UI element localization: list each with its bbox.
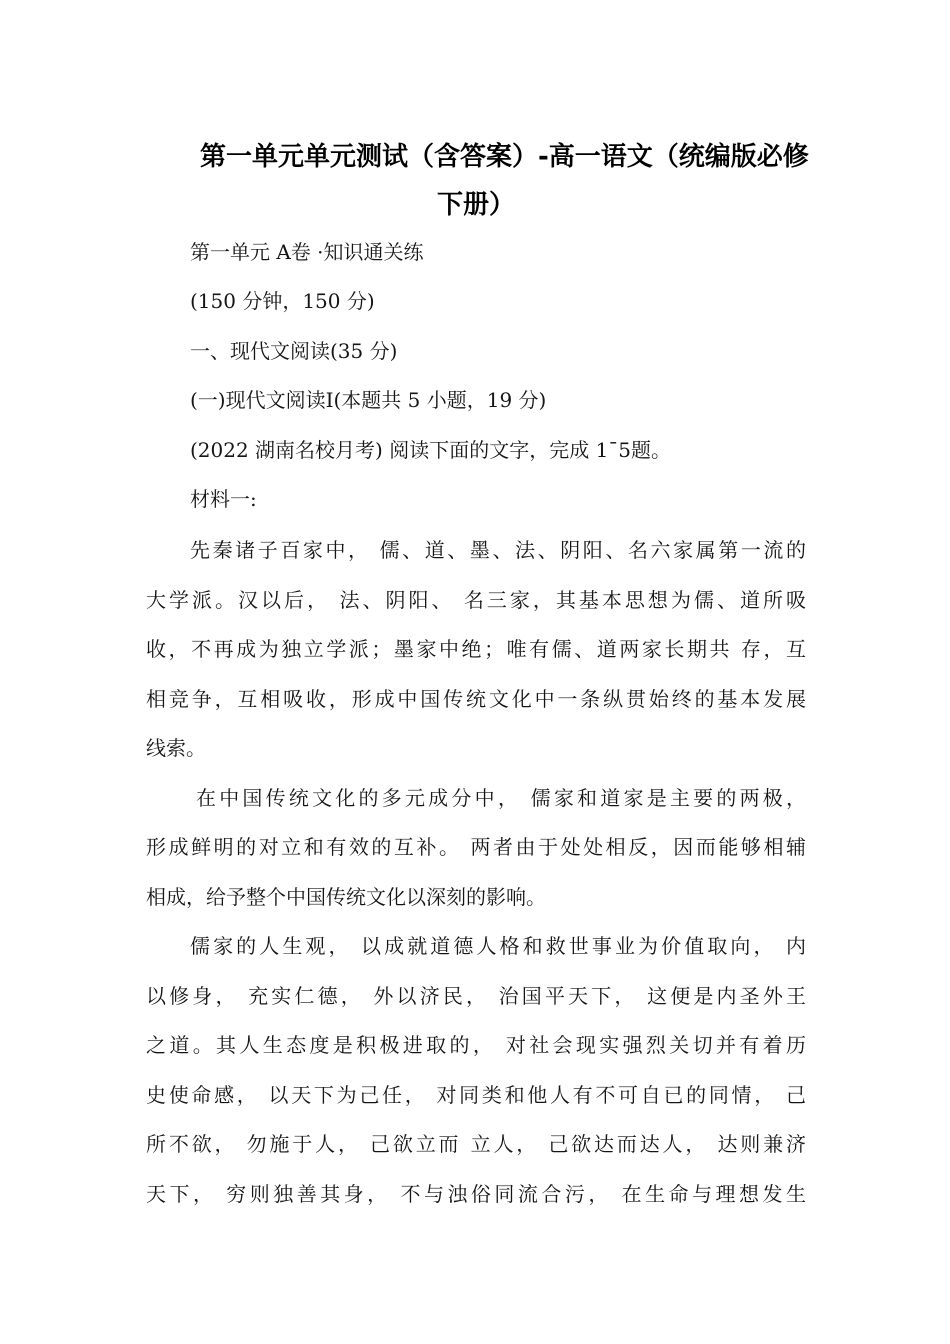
document-title-line-1: 第一单元单元测试（含答案）-高一语文（统编版必修: [200, 142, 809, 172]
paragraph-1-line: 先秦诸子百家中， 儒、道、墨、法、阴阳、名六家属第一流的: [190, 538, 806, 562]
unit-heading: 第一单元 A卷 ·知识通关练: [190, 240, 424, 264]
material-label: 材料一:: [190, 487, 257, 511]
paragraph-2-line: 形成鲜明的对立和有效的互补。 两者由于处处相反，因而能够相辅: [146, 835, 806, 859]
subsection-heading: (一)现代文阅读Ⅰ(本题共 5 小题，19 分): [190, 388, 547, 412]
paragraph-1-line: 线索。: [146, 736, 206, 760]
paragraph-1-line: 收，不再成为独立学派；墨家中绝；唯有儒、道两家长期共 存，互: [146, 637, 806, 661]
paragraph-3-line: 天下， 穷则独善其身， 不与浊俗同流合污， 在生命与理想发生: [146, 1182, 806, 1206]
paragraph-2-line: 相成，给予整个中国传统文化以深刻的影响。: [146, 885, 546, 909]
paragraph-3-line: 儒家的人生观， 以成就道德人格和救世事业为价值取向， 内: [190, 934, 806, 958]
reading-instruction: (2022 湖南名校月考) 阅读下面的文字，完成 1¯5题。: [190, 438, 672, 462]
time-score: (150 分钟，150 分): [190, 289, 375, 313]
section-heading: 一、现代文阅读(35 分): [190, 339, 398, 363]
paragraph-3-line: 所不欲， 勿施于人， 己欲立而 立人， 己欲达而达人， 达则兼济: [146, 1132, 806, 1156]
paragraph-2-line: 在中国传统文化的多元成分中， 儒家和道家是主要的两极，: [196, 786, 806, 810]
document-title-line-2: 下册）: [437, 190, 516, 220]
paragraph-1-line: 相竞争，互相吸收，形成中国传统文化中一条纵贯始终的基本发展: [146, 687, 806, 711]
paragraph-3-line: 之道。其人生态度是积极进取的， 对社会现实强烈关切并有着历: [146, 1033, 806, 1057]
paragraph-3-line: 以修身， 充实仁德， 外以济民， 治国平天下， 这便是内圣外王: [146, 984, 806, 1008]
paragraph-3-line: 史使命感， 以天下为己任， 对同类和他人有不可自已的同情， 己: [146, 1083, 806, 1107]
paragraph-1-line: 大学派。汉以后， 法、阴阳、 名三家，其基本思想为儒、道所吸: [146, 588, 806, 612]
